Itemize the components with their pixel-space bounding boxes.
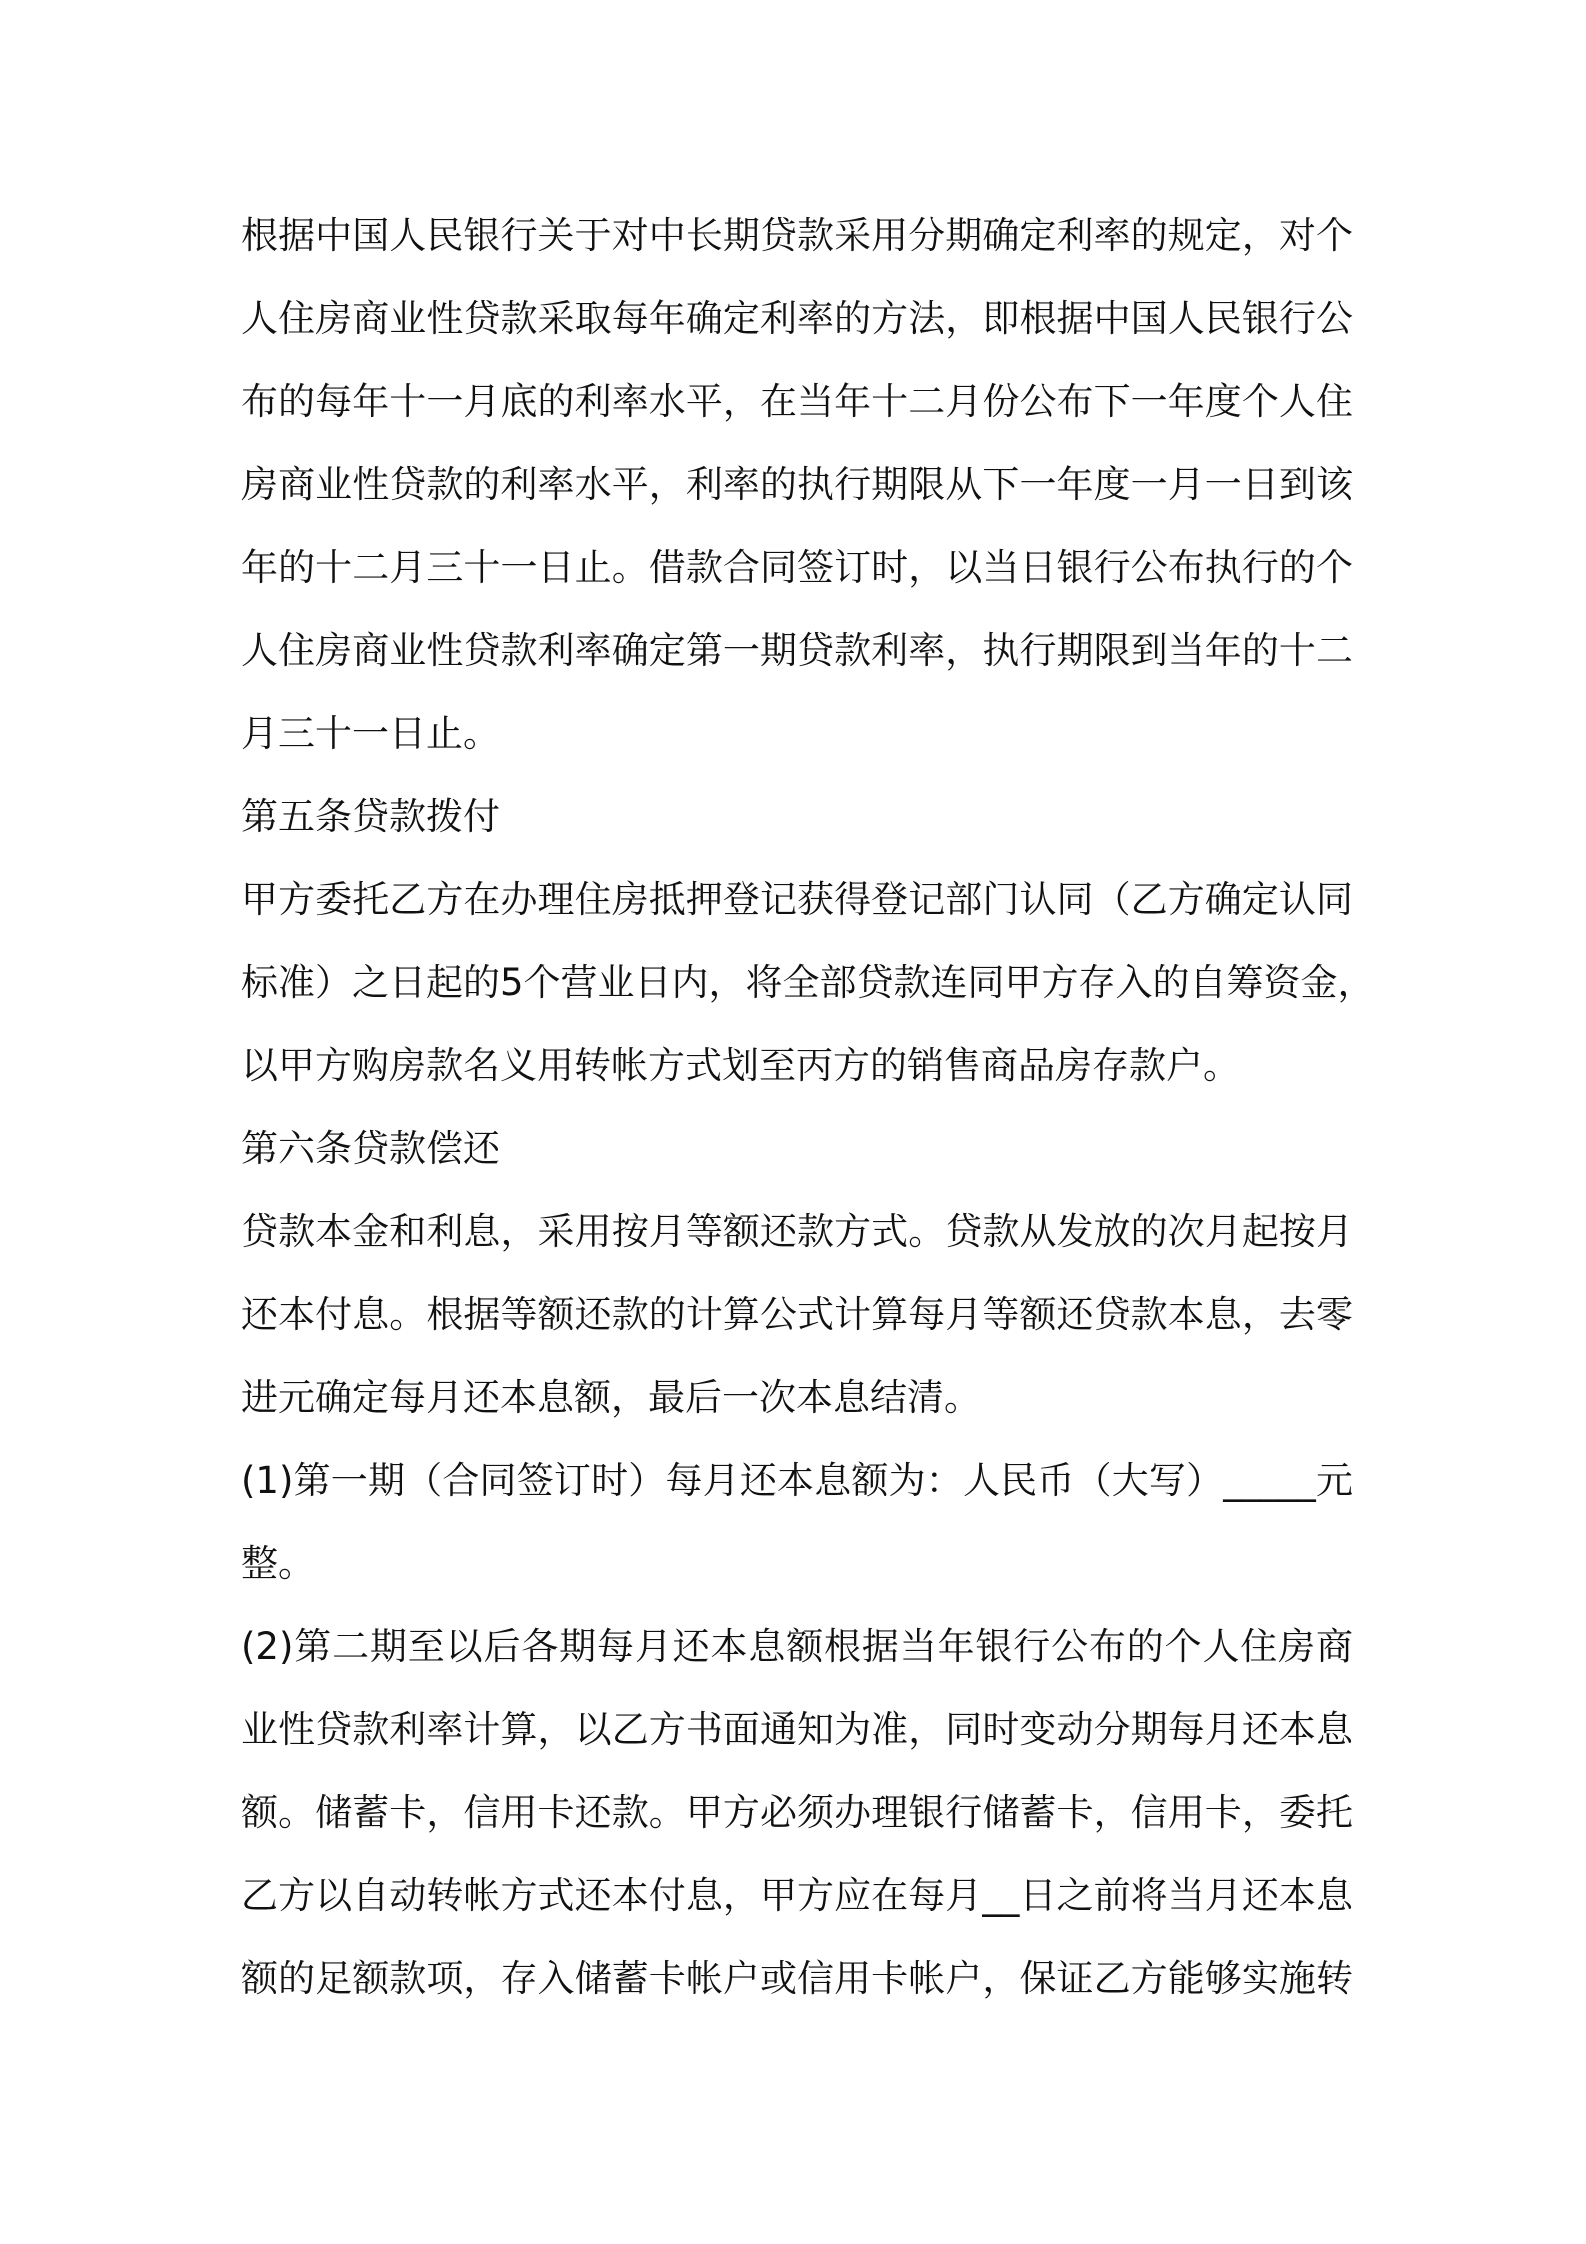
- text-line: 月三十一日止。: [241, 712, 500, 755]
- text-line: 人住房商业性贷款采取每年确定利率的方法，即根据中国人民银行公: [241, 297, 1353, 340]
- text-line: 房商业性贷款的利率水平，利率的执行期限从下一年度一月一日到该: [241, 463, 1353, 506]
- text-line: 年的十二月三十一日止。借款合同签订时，以当日银行公布执行的个: [241, 546, 1353, 589]
- text-line: (1)第一期（合同签订时）每月还本息额为：人民币（大写）_____元: [241, 1459, 1353, 1502]
- text-line: 额的足额款项，存入储蓄卡帐户或信用卡帐户，保证乙方能够实施转: [241, 1957, 1353, 2000]
- text-line: 根据中国人民银行关于对中长期贷款采用分期确定利率的规定，对个: [241, 214, 1353, 257]
- text-line: 业性贷款利率计算，以乙方书面通知为准，同时变动分期每月还本息: [241, 1708, 1353, 1751]
- text-line: 额。储蓄卡，信用卡还款。甲方必须办理银行储蓄卡，信用卡，委托: [241, 1791, 1353, 1834]
- text-line: (2)第二期至以后各期每月还本息额根据当年银行公布的个人住房商: [241, 1625, 1353, 1668]
- text-line: 人住房商业性贷款利率确定第一期贷款利率，执行期限到当年的十二: [241, 629, 1353, 672]
- text-line: 还本付息。根据等额还款的计算公式计算每月等额还贷款本息，去零: [241, 1293, 1353, 1336]
- text-line: 乙方以自动转帐方式还本付息，甲方应在每月__日之前将当月还本息: [241, 1874, 1353, 1917]
- section-heading: 第五条贷款拨付: [241, 795, 500, 838]
- text-line: 进元确定每月还本息额，最后一次本息结清。: [241, 1376, 981, 1419]
- text-line: 以甲方购房款名义用转帐方式划至丙方的销售商品房存款户。: [241, 1044, 1240, 1087]
- text-line: 甲方委托乙方在办理住房抵押登记获得登记部门认同（乙方确定认同: [241, 878, 1353, 921]
- section-heading: 第六条贷款偿还: [241, 1127, 500, 1170]
- text-line: 布的每年十一月底的利率水平，在当年十二月份公布下一年度个人住: [241, 380, 1353, 423]
- text-line: 整。: [241, 1542, 315, 1585]
- text-line: 标准）之日起的5个营业日内，将全部贷款连同甲方存入的自筹资金，: [241, 961, 1375, 1004]
- text-line: 贷款本金和利息，采用按月等额还款方式。贷款从发放的次月起按月: [241, 1210, 1353, 1253]
- document-body: [241, 194, 1375, 2020]
